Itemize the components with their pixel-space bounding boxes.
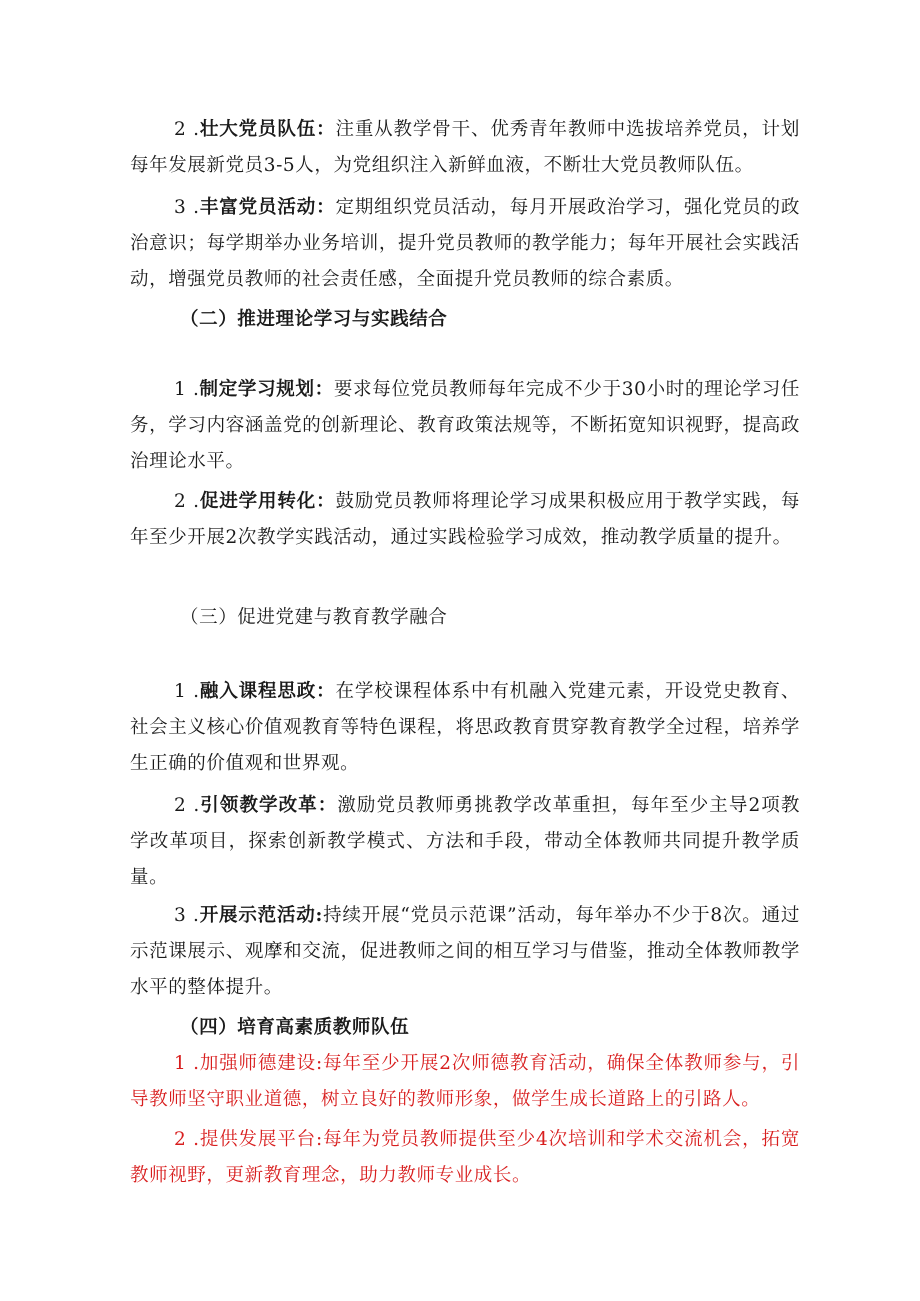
section4-item1-paragraph xyxy=(130,1046,800,1118)
item-number: 2 . xyxy=(174,119,200,140)
section2-item2-paragraph xyxy=(130,484,800,556)
item-number: 1 . xyxy=(174,1053,200,1074)
section3-item1-paragraph xyxy=(130,674,800,782)
item-title: 壮大党员队伍： xyxy=(199,119,336,140)
section2-heading: （二）推进理论学习与实践结合 xyxy=(180,309,448,330)
item-body: 鼓励党员教师将理论学习成果积极应用于教学实践，每年至少开展2次教学实践活动，通过实践检验学习成效，推动教学质量的提升。 xyxy=(130,491,800,548)
item-title: 加强师德建设: xyxy=(199,1053,323,1074)
item-number: 3 . xyxy=(174,905,200,926)
item-title: 促进学用转化： xyxy=(199,491,336,512)
item-body: 每年为党员教师提供至少4次培训和学术交流机会，拓宽教师视野，更新教育理念，助力教师专业成长。 xyxy=(130,1129,800,1186)
item-number: 1 . xyxy=(174,379,200,400)
item-body: 持续开展“党员示范课”活动，每年举办不少于8次。通过示范课展示、观摩和交流，促进教师之间的相互学习与借鉴，推动全体教师教学水平的整体提升。 xyxy=(130,905,800,998)
section4-item2-paragraph xyxy=(130,1122,800,1194)
section3-item3-paragraph xyxy=(130,898,800,1006)
item-title: 开展示范活动: xyxy=(199,905,323,926)
section4-heading: （四）培育高素质教师队伍 xyxy=(180,1017,410,1038)
item-body: 每年至少开展2次师德教育活动，确保全体教师参与，引导教师坚守职业道德，树立良好的教师形象，做学生成长道路上的引路人。 xyxy=(130,1053,800,1110)
item-number: 1 . xyxy=(174,681,200,702)
section3-heading: （三）促进党建与教育教学融合 xyxy=(180,607,448,628)
section3-item2-paragraph xyxy=(130,788,800,896)
section1-item2-paragraph xyxy=(130,112,800,184)
item-title: 丰富党员活动： xyxy=(199,197,336,218)
item-body: 激励党员教师勇挑教学改革重担，每年至少主导2项教学改革项目，探索创新教学模式、方法和手段，带动全体教师共同提升教学质量。 xyxy=(130,795,800,888)
item-title: 提供发展平台: xyxy=(199,1129,323,1150)
item-body: 在学校课程体系中有机融入党建元素，开设党史教育、社会主义核心价值观教育等特色课程，将思政教育贯穿教育教学全过程，培养学生正确的价值观和世界观。 xyxy=(130,681,800,774)
section1-item3-paragraph xyxy=(130,190,800,298)
item-title: 制定学习规划： xyxy=(199,379,334,400)
section2-item1-paragraph xyxy=(130,372,800,480)
item-number: 2 . xyxy=(174,491,200,512)
item-body: 要求每位党员教师每年完成不少于30小时的理论学习任务，学习内容涵盖党的创新理论、教育政策法规等，不断拓宽知识视野，提高政治理论水平。 xyxy=(130,379,801,472)
item-number: 2 . xyxy=(174,1129,200,1150)
item-number: 2 . xyxy=(174,795,200,816)
item-title: 引领教学改革： xyxy=(199,795,338,816)
item-number: 3 . xyxy=(174,197,200,218)
item-body: 注重从教学骨干、优秀青年教师中选拔培养党员，计划每年发展新党员3-5人，为党组织注入新鲜血液，不断壮大党员教师队伍。 xyxy=(130,119,800,176)
item-title: 融入课程思政： xyxy=(199,681,336,702)
item-body: 定期组织党员活动，每月开展政治学习，强化党员的政治意识；每学期举办业务培训，提升党员教师的教学能力；每年开展社会实践活动，增强党员教师的社会责任感，全面提升党员教师的综合素质。 xyxy=(130,197,800,290)
